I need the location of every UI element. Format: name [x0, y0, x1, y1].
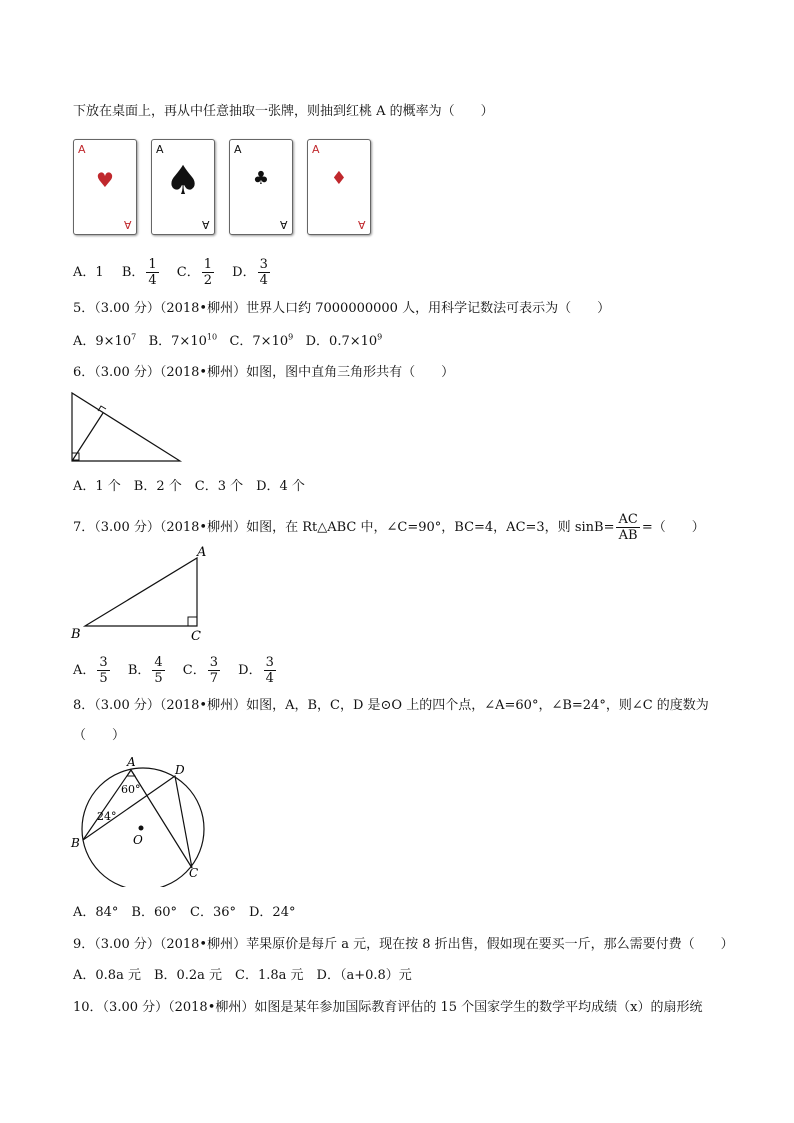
card-rank: A	[78, 143, 86, 156]
label-a: A	[197, 545, 207, 560]
q6-options: A．1 个 B．2 个 C．3 个 D．4 个	[73, 479, 305, 494]
option-c-label: C．	[176, 265, 200, 280]
club-icon: ♣	[252, 168, 270, 189]
q7-figure	[65, 542, 215, 642]
option-d-label: D．	[232, 265, 256, 280]
q4-stem: 下放在桌面上，再从中任意抽取一张牌，则抽到红桃 A 的概率为（ ）	[73, 104, 494, 119]
card-rank: A	[312, 143, 320, 156]
card-ace-diamonds	[307, 139, 371, 235]
label-d: D	[175, 763, 185, 777]
card-rank: A	[358, 218, 366, 231]
q6-stem: 6．（3.00 分）（2018•柳州）如图，图中直角三角形共有（ ）	[73, 365, 455, 380]
option-a-fraction: $\frac{3}{5}$	[99, 655, 108, 686]
diamond-icon: ♦	[330, 168, 348, 189]
option-b-fraction: $\frac{4}{5}$	[154, 655, 163, 686]
card-ace-hearts	[73, 139, 137, 235]
q8-options: A．84° B．60° C．36° D．24°	[73, 905, 296, 920]
spade-icon: ♠	[165, 158, 201, 204]
card-ace-clubs	[229, 139, 293, 235]
option-b-fraction: $\frac{1}{4}$	[148, 257, 157, 288]
q7-stem: 7．（3.00 分）（2018•柳州）如图，在 Rt△ABC 中，∠C=90°，BC=4，AC=3，则 sinB= $\frac{AC}{AB}$ =（ ）	[73, 512, 705, 543]
option-d-fraction: $\frac{3}{4}$	[265, 655, 274, 686]
sinb-fraction: $\frac{AC}{AB}$	[618, 512, 638, 543]
label-o: O	[133, 833, 143, 847]
q6-figure	[65, 388, 190, 468]
option-b-label: B．	[121, 265, 145, 280]
q4-options	[73, 257, 272, 288]
label-c: C	[189, 866, 199, 880]
q5-stem: 5．（3.00 分）（2018•柳州）世界人口约 7000000000 人，用科学记数法可表示为（ ）	[73, 301, 611, 316]
option-b: B．$7\times 10^{10}$	[148, 332, 218, 349]
label-b: B	[71, 627, 81, 642]
q8-figure	[65, 752, 215, 887]
option-a: A．1	[73, 265, 104, 280]
q8-stem: 8．（3.00 分）（2018•柳州）如图，A，B，C，D 是⊙O 上的四个点，∠A=60°，∠B=24°，则∠C 的度数为	[73, 698, 709, 713]
option-c-fraction: $\frac{3}{7}$	[209, 655, 219, 686]
q5-options	[73, 333, 382, 351]
card-rank: A	[156, 143, 164, 156]
option-a: A．$9\times 10^7$	[73, 332, 137, 349]
option-c: C．$7\times 10^9$	[229, 332, 294, 349]
q9-stem: 9．（3.00 分）（2018•柳州）苹果原价是每斤 a 元，现在按 8 折出售，假如现在要买一斤，那么需要付费（ ）	[73, 937, 734, 952]
card-rank: A	[280, 218, 288, 231]
label-c: C	[191, 629, 201, 642]
q7-options: A． $\frac{3}{5}$ B． $\frac{4}{5}$ C． $\frac{3}{7}$ D． $\frac{3}{4}$	[73, 655, 274, 686]
q9-options: A．0.8a 元 B．0.2a 元 C．1.8a 元 D．（a+0.8）元	[73, 968, 412, 983]
angle-b-label: 24°	[97, 810, 117, 823]
card-rank: A	[124, 218, 132, 231]
option-d-fraction: $\frac{3}{4}$	[259, 257, 268, 288]
q8-stem-cont: （ ）	[73, 728, 126, 743]
label-b: B	[71, 836, 80, 850]
heart-icon: ♥	[96, 168, 114, 192]
card-rank: A	[234, 143, 242, 156]
option-d: D．$0.7\times 10^9$	[305, 332, 383, 349]
option-c-fraction: $\frac{1}{2}$	[203, 257, 213, 288]
q10-stem: 10．（3.00 分）（2018•柳州）如图是某年参加国际教育评估的 15 个国家学生的数学平均成绩（x）的扇形统	[73, 1000, 703, 1015]
angle-a-label: 60°	[121, 783, 141, 796]
label-a: A	[127, 755, 136, 769]
card-ace-spades	[151, 139, 215, 235]
card-rank: A	[202, 218, 210, 231]
